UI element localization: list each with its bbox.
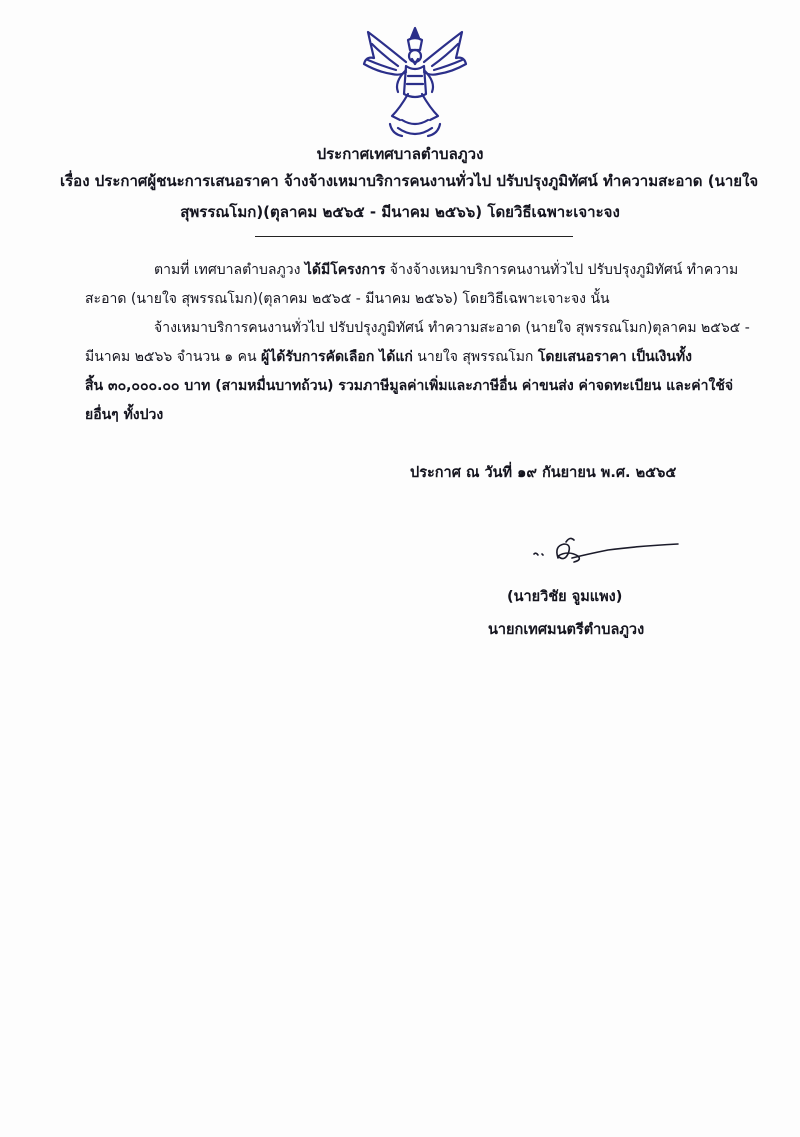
signature-icon bbox=[528, 532, 688, 572]
p2-text-c: นายใจ สุพรรณโมก bbox=[412, 349, 538, 365]
paragraph-2-line-2 bbox=[85, 346, 692, 368]
p1-text-a: ตามที่ เทศบาลตำบลภูวง bbox=[154, 262, 305, 278]
subject-line-1: เรื่อง ประกาศผู้ชนะการเสนอราคา จ้างจ้างเหมาบริการคนงานทั่วไป ปรับปรุงภูมิทัศน์ ทำความสะอาด (นายใจ bbox=[60, 172, 759, 190]
garuda-emblem-icon bbox=[362, 24, 468, 142]
page-title: ประกาศเทศบาลตำบลภูวง bbox=[316, 145, 484, 163]
announce-date: ประกาศ ณ วันที่ ๑๙ กันยายน พ.ศ. ๒๕๖๕ bbox=[410, 465, 677, 481]
subject-line-2: สุพรรณโมก)(ตุลาคม ๒๕๖๕ - มีนาคม ๒๕๖๖) โดยวิธีเฉพาะเจาะจง bbox=[180, 203, 620, 221]
paragraph-2-line-4: ยอื่นๆ ทั้งปวง bbox=[85, 407, 164, 423]
p2-text-a: มีนาคม ๒๕๖๖ จำนวน ๑ คน bbox=[85, 349, 261, 365]
paragraph-1-line-1 bbox=[154, 259, 738, 281]
p1-text-b: ได้มีโครงการ bbox=[304, 262, 386, 278]
paragraph-1-line-2: สะอาด (นายใจ สุพรรณโมก)(ตุลาคม ๒๕๖๕ - มีนาคม ๒๕๖๖) โดยวิธีเฉพาะเจาะจง นั้น bbox=[85, 291, 610, 307]
p2-line3-a: สิ้น bbox=[85, 378, 108, 394]
divider-line bbox=[255, 236, 573, 237]
paragraph-2-line-1: จ้างเหมาบริการคนงานทั่วไป ปรับปรุงภูมิทัศน์ ทำความสะอาด (นายใจ สุพรรณโมก)ตุลาคม ๒๕๖๕ - bbox=[154, 320, 750, 336]
signer-name: (นายวิชัย จูมแพง) bbox=[507, 589, 623, 605]
p2-line3-c: รวมภาษีมูลค่าเพิ่มและภาษีอื่น ค่าขนส่ง ค่าจดทะเบียน และค่าใช้จ่ bbox=[333, 378, 734, 394]
signer-position: นายกเทศมนตรีตำบลภูวง bbox=[488, 622, 645, 638]
p2-text-b: ผู้ได้รับการคัดเลือก ได้แก่ bbox=[261, 349, 413, 365]
contract-amount: ๓๐,๐๐๐.๐๐ บาท (สามหมื่นบาทถ้วน) bbox=[108, 378, 334, 394]
p2-text-d: โดยเสนอราคา เป็นเงินทั้ง bbox=[537, 349, 692, 365]
paragraph-2-line-3 bbox=[85, 375, 733, 397]
p1-text-c: จ้างจ้างเหมาบริการคนงานทั่วไป ปรับปรุงภูมิทัศน์ ทำความ bbox=[385, 262, 739, 278]
